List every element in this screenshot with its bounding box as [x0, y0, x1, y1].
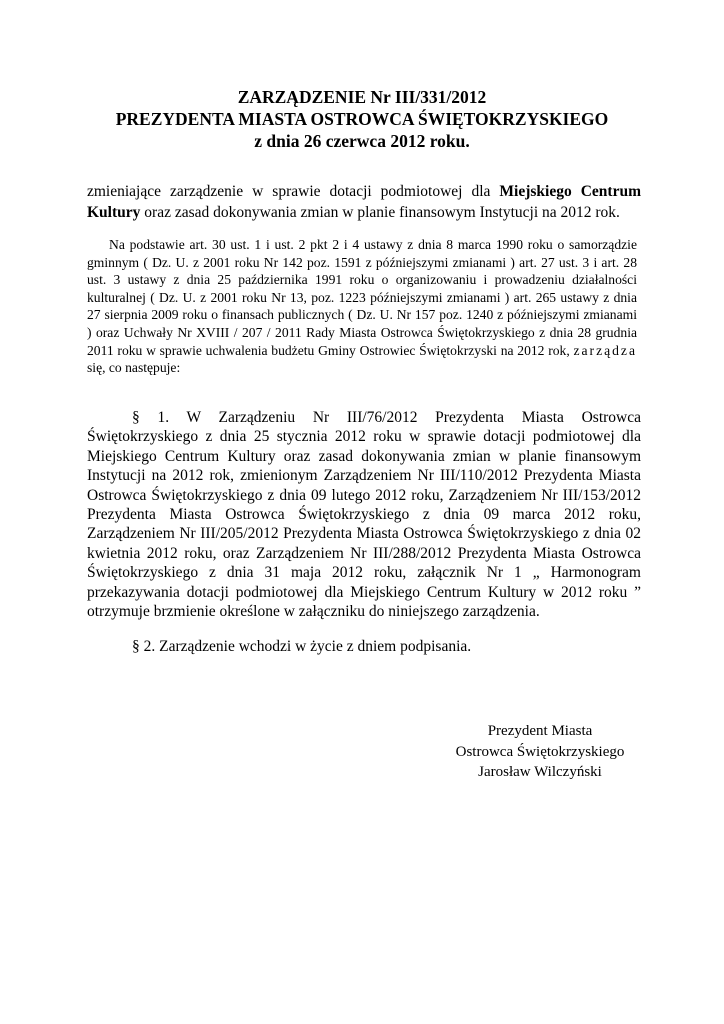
signature-name: Jarosław Wilczyński [478, 764, 602, 780]
legal-basis-text: Na podstawie art. 30 ust. 1 i ust. 2 pkt 2 i 4 ustawy z dnia 8 marca 1990 roku o samorządzie gminnym ( Dz. U. z 2001 roku Nr 142 poz. 1591 z późniejszymi zmianami ) art. 27 ust. 3 i art. 28 ust. 3 ustawy z dnia 25 października 1991 roku o organizowaniu i prowadzeniu działalności kulturalnej ( Dz. U. z 2001 roku Nr 13, poz. 1223 późniejszymi zmianami ) art. 265 ustawy z dnia 27 sierpnia 2009 roku o finansach publicznych ( Dz. U. Nr 157 poz. 1240 z późniejszymi zmianami ) oraz Uchwały Nr XVIII / 207 / 2011 Rady Miasta Ostrowca Świętokrzyskiego z dnia 28 grudnia 2011 roku w sprawie uchwalenia budżetu Gminy Ostrowiec Świętokrzyski na 2012 rok, [87, 237, 637, 358]
intro-institution-name: Miejskiego Centrum Kultury [87, 183, 641, 221]
legal-basis-ending: się, co następuje: [87, 360, 181, 376]
section-1-paragraph [87, 408, 641, 621]
intro-text-end: oraz zasad dokonywania zmian w planie finansowym Instytucji na 2012 rok. [140, 204, 620, 221]
title-line-3: z dnia 26 czerwca 2012 roku. [254, 131, 470, 151]
intro-text-start: zmieniające zarządzenie w sprawie dotacji podmiotowej dla [87, 183, 500, 200]
signature-line-1: Prezydent Miasta [487, 723, 593, 739]
legal-basis-paragraph [87, 236, 637, 377]
section-1-text: § 1. W Zarządzeniu Nr III/76/2012 Prezydenta Miasta Ostrowca Świętokrzyskiego z dnia 25 stycznia 2012 roku w sprawie dotacji podmiotowej dla Miejskiego Centrum Kultury oraz zasad dokonywania zmian w planie finansowym Instytucji na 2012 rok, zmienionym Zarządzeniem Nr III/110/2012 Prezydenta Miasta Ostrowca Świętokrzyskiego z dnia 09 lutego 2012 roku, Zarządzeniem Nr III/153/2012 Prezydenta Miasta Ostrowca Świętokrzyskiego z dnia 09 marca 2012 roku, Zarządzeniem Nr III/205/2012 Prezydenta Miasta Ostrowca Świętokrzyskiego z dnia 02 kwietnia 2012 roku, oraz Zarządzeniem Nr III/288/2012 Prezydenta Miasta Ostrowca Świętokrzyskiego z dnia 31 maja 2012 roku, załącznik Nr 1 „ Harmonogram przekazywania dotacji podmiotowej dla Miejskiego Centrum Kultury w 2012 roku ” otrzymuje brzmienie określone w załączniku do niniejszego zarządzenia. [87, 409, 641, 621]
intro-paragraph [87, 181, 641, 223]
signature-block [400, 721, 680, 783]
title-line-2: PREZYDENTA MIASTA OSTROWCA ŚWIĘTOKRZYSKIEGO [115, 109, 609, 129]
signature-line-2: Ostrowca Świętokrzyskiego [455, 743, 625, 760]
section-2-paragraph [87, 637, 641, 656]
legal-basis-decree-word: zarządza [573, 342, 637, 358]
document-title [0, 86, 724, 152]
section-2-text: § 2. Zarządzenie wchodzi w życie z dniem podpisania. [132, 638, 472, 655]
title-line-1: ZARZĄDZENIE Nr III/331/2012 [237, 87, 487, 107]
